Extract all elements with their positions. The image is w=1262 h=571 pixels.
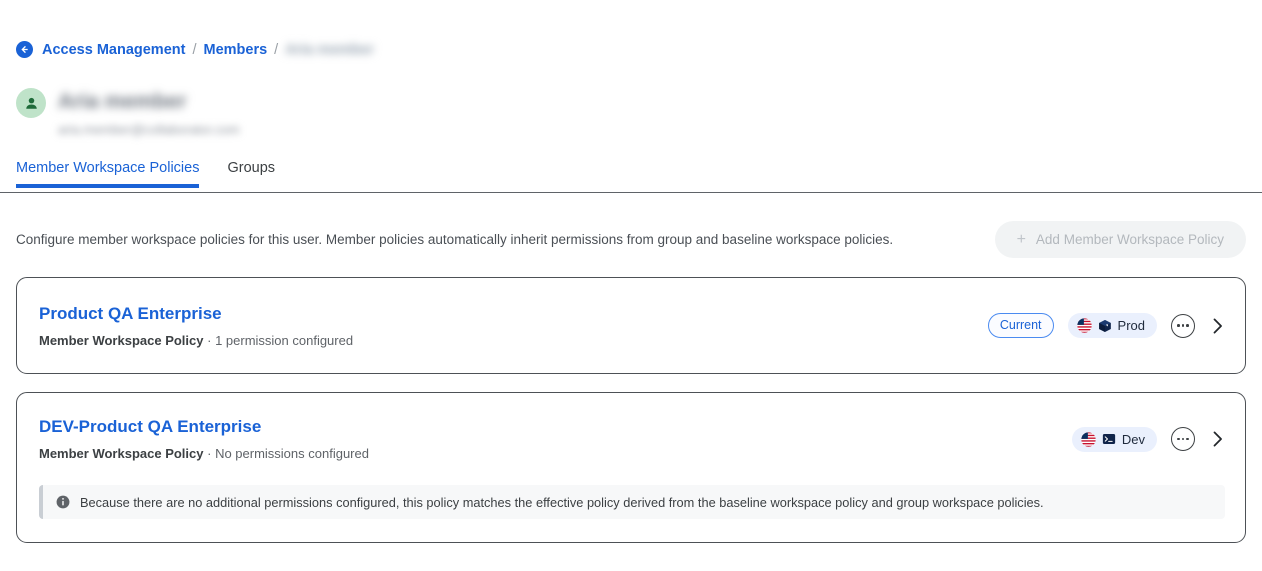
us-flag-icon (1081, 432, 1096, 447)
person-avatar-icon (16, 88, 46, 118)
plus-icon: + (1016, 230, 1026, 248)
policy-card[interactable] (16, 392, 1246, 543)
policy-card-info (39, 416, 369, 462)
breadcrumb-item-current-member: Aria member (285, 41, 374, 58)
policy-title-link[interactable]: DEV-Product QA Enterprise (39, 417, 262, 436)
add-member-workspace-policy-button[interactable] (995, 221, 1246, 258)
environment-label: Prod (1117, 318, 1145, 333)
status-badge-current[interactable]: Current (988, 313, 1054, 338)
breadcrumb-separator-1: / (192, 41, 197, 58)
policy-type-label: Member Workspace Policy (39, 332, 204, 348)
policy-permission-label: 1 permission configured (215, 332, 354, 348)
breadcrumb-separator-2: / (274, 41, 279, 58)
policy-card-body (17, 393, 1245, 485)
more-options-icon[interactable] (1171, 314, 1195, 338)
breadcrumb-item-members[interactable]: Members (203, 41, 268, 58)
terminal-console-icon (1102, 432, 1116, 446)
policy-card-actions (988, 313, 1225, 338)
more-options-icon[interactable] (1171, 427, 1195, 451)
back-arrow-circle-icon[interactable] (16, 41, 33, 58)
policy-title-link[interactable]: Product QA Enterprise (39, 303, 222, 323)
add-button-label: Add Member Workspace Policy (1035, 232, 1224, 247)
breadcrumb-item-access-management[interactable]: Access Management (42, 41, 186, 58)
policy-subtitle (39, 445, 369, 462)
info-circle-icon (56, 495, 70, 509)
policy-subtitle (39, 332, 353, 349)
breadcrumb (16, 41, 374, 58)
us-flag-icon (1077, 318, 1092, 333)
policy-info-banner-text: Because there are no additional permissions configured, this policy matches the effective policy derived from the baseline workspace policy and group workspace policies. (80, 494, 1044, 510)
environment-label: Dev (1121, 431, 1145, 447)
tab-bar (0, 160, 1262, 193)
package-box-icon (1098, 319, 1112, 333)
page-title: Aria member (58, 90, 187, 113)
environment-badge-prod[interactable] (1068, 313, 1157, 338)
tab-groups[interactable]: Groups (227, 160, 276, 176)
policy-subtitle-separator: · (203, 446, 216, 461)
policy-card[interactable] (16, 277, 1246, 374)
chevron-right-icon[interactable] (1209, 427, 1225, 451)
policy-permission-label: No permissions configured (215, 446, 369, 461)
section-description: Configure member workspace policies for this user. Member policies automatically inherit permissions from group and baseline workspace policies. (16, 231, 894, 247)
policy-card-info (39, 303, 353, 349)
section-header-row (16, 221, 1246, 258)
policy-type-label: Member Workspace Policy (39, 446, 204, 461)
policy-subtitle-separator: · (203, 332, 216, 348)
member-header (16, 88, 240, 137)
member-email: aria.member@collaborator.com (58, 122, 240, 137)
chevron-right-icon[interactable] (1209, 314, 1225, 338)
environment-badge-dev[interactable] (1072, 427, 1157, 452)
policy-card-body (17, 278, 1245, 373)
policy-info-banner (39, 485, 1225, 519)
policy-card-actions (1072, 427, 1225, 452)
tab-member-workspace-policies[interactable]: Member Workspace Policies (16, 160, 199, 187)
member-identity (58, 88, 240, 137)
